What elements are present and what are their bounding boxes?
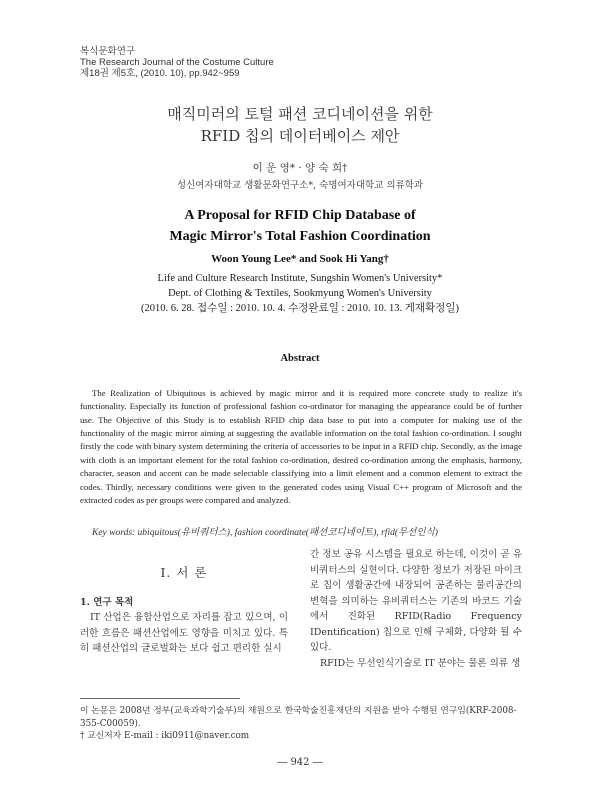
affiliation-line-1: Life and Culture Research Institute, Sungshin Women's University*: [157, 273, 443, 284]
footnotes: [80, 705, 522, 743]
keywords: Key words: ubiquitous(유비쿼터스), fashion coordinate(패션코디네이트), rfid(무선인식): [92, 528, 438, 538]
korean-title-line-2: RFID 칩의 데이터베이스 제안: [200, 127, 400, 145]
english-affiliation: [0, 271, 600, 316]
english-title: [0, 205, 600, 247]
abstract-heading: Abstract: [280, 353, 320, 364]
submission-dates: (2010. 6. 28. 접수일 : 2010. 10. 4. 수정완료일 : 2010. 10. 13. 게재확정일): [141, 303, 459, 314]
english-authors: Woon Young Lee* and Sook Hi Yang†: [211, 253, 389, 265]
section-heading-introduction: Ⅰ. 서 론: [160, 565, 208, 580]
korean-title-line-1: 매직미러의 토털 패션 코디네이션을 위한: [167, 105, 433, 123]
english-title-line-2: Magic Mirror's Total Fashion Coordination: [169, 229, 431, 244]
footnote-funding: 이 논문은 2008년 정부(교육과학기술부)의 재원으로 한국학술진흥재단의 지원을 받아 수행된 연구임(KRF-2008-355-C00059).: [80, 706, 517, 729]
journal-volume-info: 제18권 제5호, (2010. 10), pp.942~959: [80, 68, 240, 79]
body-left-column: [80, 547, 288, 657]
korean-affiliation: 성신여자대학교 생활문화연구소*, 숙명여자대학교 의류학과: [176, 180, 424, 191]
journal-name-ko: 복식문화연구: [80, 46, 136, 57]
abstract-body: The Realization of Ubiquitous is achieved by magic mirror and it is required more concrete study to realize it's functionality. Especially its function of professional fashion co-ordinator for managing the appearance could be of further use. The Objective of this Study is to establish RFID chip data base to put into a computer for making use of the functionality of the magic mirror aiming at suggesting the available information on the total fashion co-ordination. I sought firstly the code with binary system determining the criteria of accessories to be input in a RFID chip. Secondly, as the image with cloth is an important element for the total fashion co-ordination, desired co-ordination among the emphasis, harmony, character, season and accent can be made selectable classifying into a limit element and a common element to extract the codes. Thirdly, necessary conditions were given to the generated codes using Visual C++ program of Microsoft and the extracted codes as per groups were compared and analyzed.: [80, 387, 522, 506]
body-paragraph-right-1: 간 정보 공유 시스템을 필요로 하는데, 이것이 곧 유비쿼터스의 실현이다. 다양한 정보가 저장된 마이크로 칩이 생활공간에 내장되어 공존하는 물리공간의 변혁을 의미하는 유비쿼터스는 기존의 바코드 기술에서 진화된 RFID(Radio Frequency IDentification) 칩으로 인해 구체화, 다양화 될 수 있다.: [310, 549, 522, 653]
korean-authors: 이 운 영* · 양 숙 희†: [252, 162, 348, 174]
body-paragraph-left: IT 산업은 융합산업으로 자리를 잡고 있으며, 이러한 흐름은 패션산업에도 영향을 미치고 있다. 특히 패션산업의 글로벌화는 보다 쉽고 편리한 실시: [80, 612, 288, 654]
english-title-line-1: A Proposal for RFID Chip Database of: [184, 208, 416, 223]
body-paragraph-right-2: RFID는 무선인식기술로 IT 분야는 물론 의류 생: [320, 657, 521, 669]
body-right-column: [310, 547, 522, 671]
page-number: ― 942 ―: [277, 757, 323, 768]
affiliation-line-2: Dept. of Clothing & Textiles, Sookmyung Women's University: [168, 288, 432, 299]
journal-name-en: The Research Journal of the Costume Culture: [80, 57, 274, 68]
korean-title: [0, 103, 600, 147]
subsection-heading-purpose: 1. 연구 목적: [80, 596, 134, 608]
journal-header: [80, 46, 274, 79]
footnote-corresponding-author: † 교신저자 E-mail : iki0911@naver.com: [80, 731, 250, 741]
footnote-divider: [80, 698, 240, 699]
